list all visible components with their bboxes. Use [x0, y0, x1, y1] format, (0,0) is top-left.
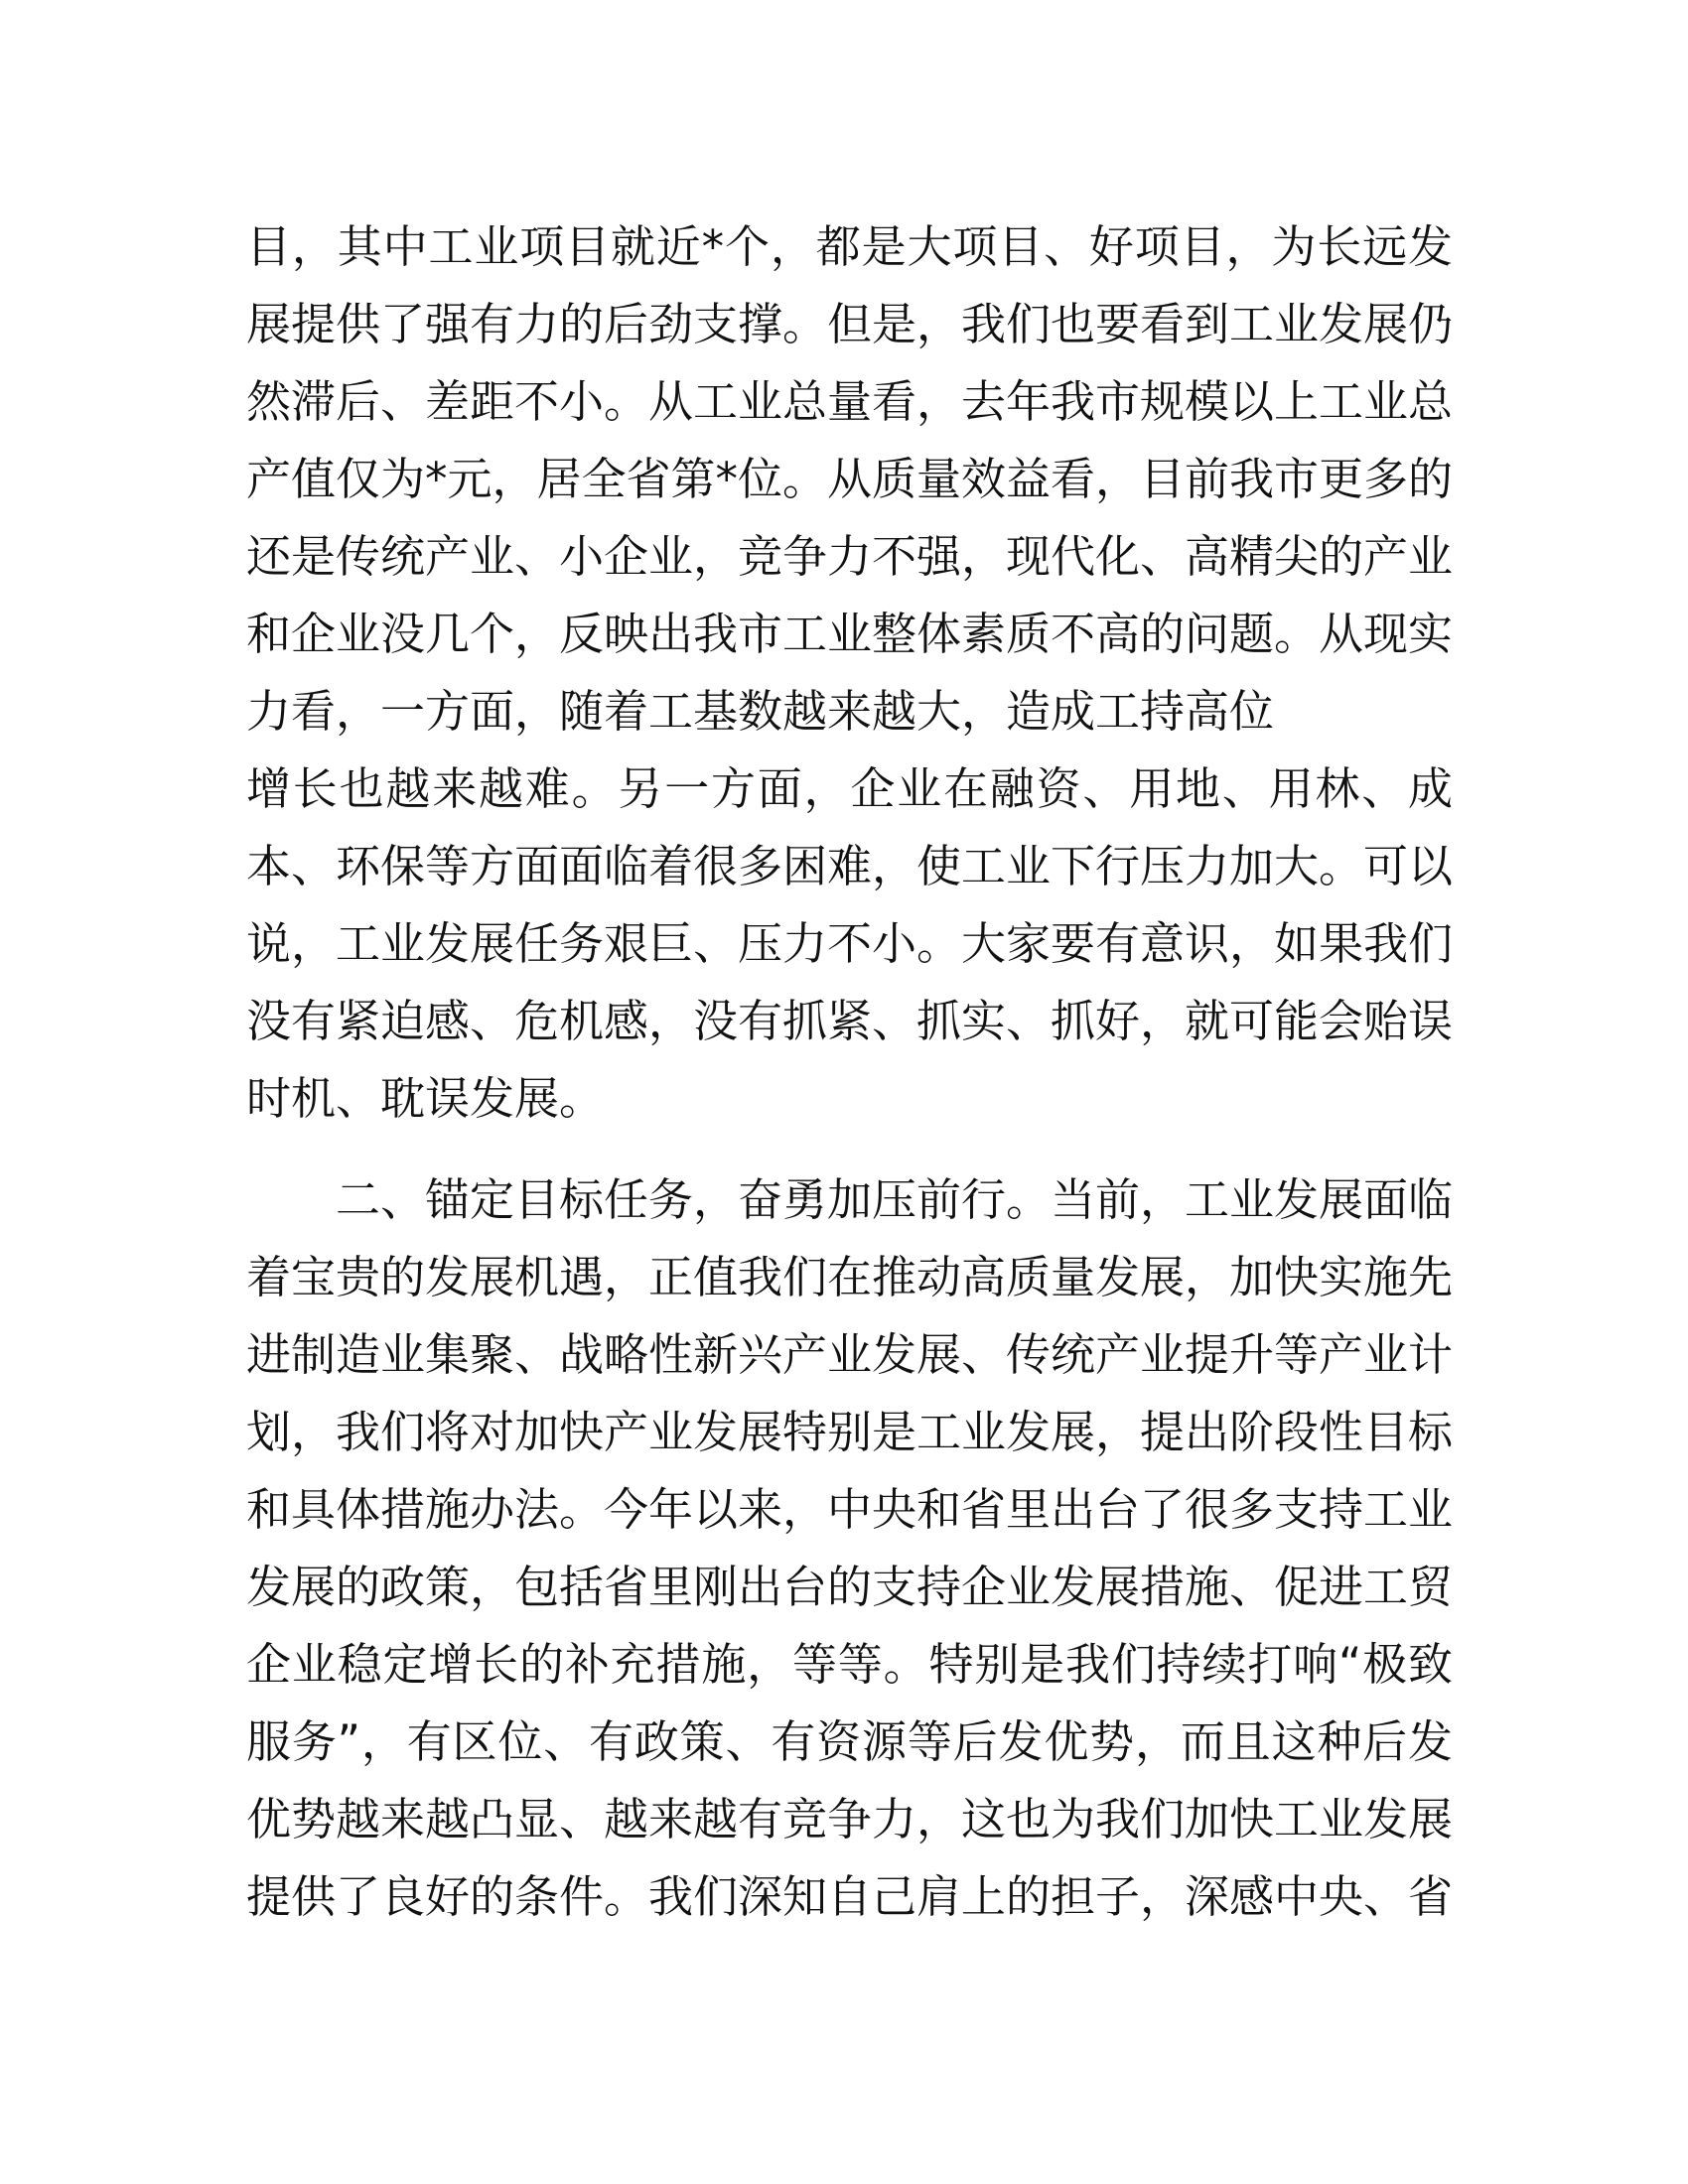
text-line: 和企业没几个，反映出我市工业整体素质不高的问题。从现实	[246, 608, 1454, 660]
paragraph-continued	[246, 208, 1453, 1138]
text-line: 优势越来越凸显、越来越有竞争力，这也为我们加快工业发展	[246, 1793, 1454, 1845]
text-line: 产值仅为*元，居全省第*位。从质量效益看，目前我市更多的	[246, 453, 1454, 505]
text-line: 服务”，有区位、有政策、有资源等后发优势，而且这种后发	[246, 1715, 1453, 1768]
text-line: 展提供了强有力的后劲支撑。但是，我们也要看到工业发展仍	[246, 298, 1454, 350]
paragraph-section-two	[246, 1161, 1453, 1936]
text-line: 然滞后、差距不小。从工业总量看，去年我市规模以上工业总	[246, 375, 1454, 428]
text-line: 提供了良好的条件。我们深知自己肩上的担子，深感中央、省	[246, 1870, 1454, 1923]
text-line: 和具体措施办法。今年以来，中央和省里出台了很多支持工业	[246, 1483, 1454, 1536]
text-line: 没有紧迫感、危机感，没有抓紧、抓实、抓好，就可能会贻误	[246, 995, 1454, 1047]
text-line: 着宝贵的发展机遇，正值我们在推动高质量发展，加快实施先	[246, 1251, 1454, 1303]
text-line: 发展的政策，包括省里刚出台的支持企业发展措施、促进工贸	[246, 1561, 1454, 1613]
text-line: 本、环保等方面面临着很多困难，使工业下行压力加大。可以	[246, 840, 1454, 892]
text-line: 划，我们将对加快产业发展特别是工业发展，提出阶段性目标	[246, 1406, 1454, 1458]
text-line: 说，工业发展任务艰巨、压力不小。大家要有意识，如果我们	[246, 917, 1454, 970]
text-line: 力看，一方面，随着工基数越来越大，造成工持高位	[246, 685, 1275, 738]
section-heading-line: 二、锚定目标任务，奋勇加压前行。当前，工业发展面临	[336, 1173, 1454, 1226]
text-line: 进制造业集聚、战略性新兴产业发展、传统产业提升等产业计	[246, 1328, 1454, 1381]
text-line: 目，其中工业项目就近*个，都是大项目、好项目，为长远发	[246, 220, 1453, 273]
text-line: 时机、耽误发展。	[246, 1072, 605, 1125]
text-line: 企业稳定增长的补充措施，等等。特别是我们持续打响“极致	[246, 1638, 1453, 1691]
text-line: 增长也越来越难。另一方面，企业在融资、用地、用林、成	[246, 762, 1453, 815]
text-line: 还是传统产业、小企业，竞争力不强，现代化、高精尖的产业	[246, 530, 1454, 583]
